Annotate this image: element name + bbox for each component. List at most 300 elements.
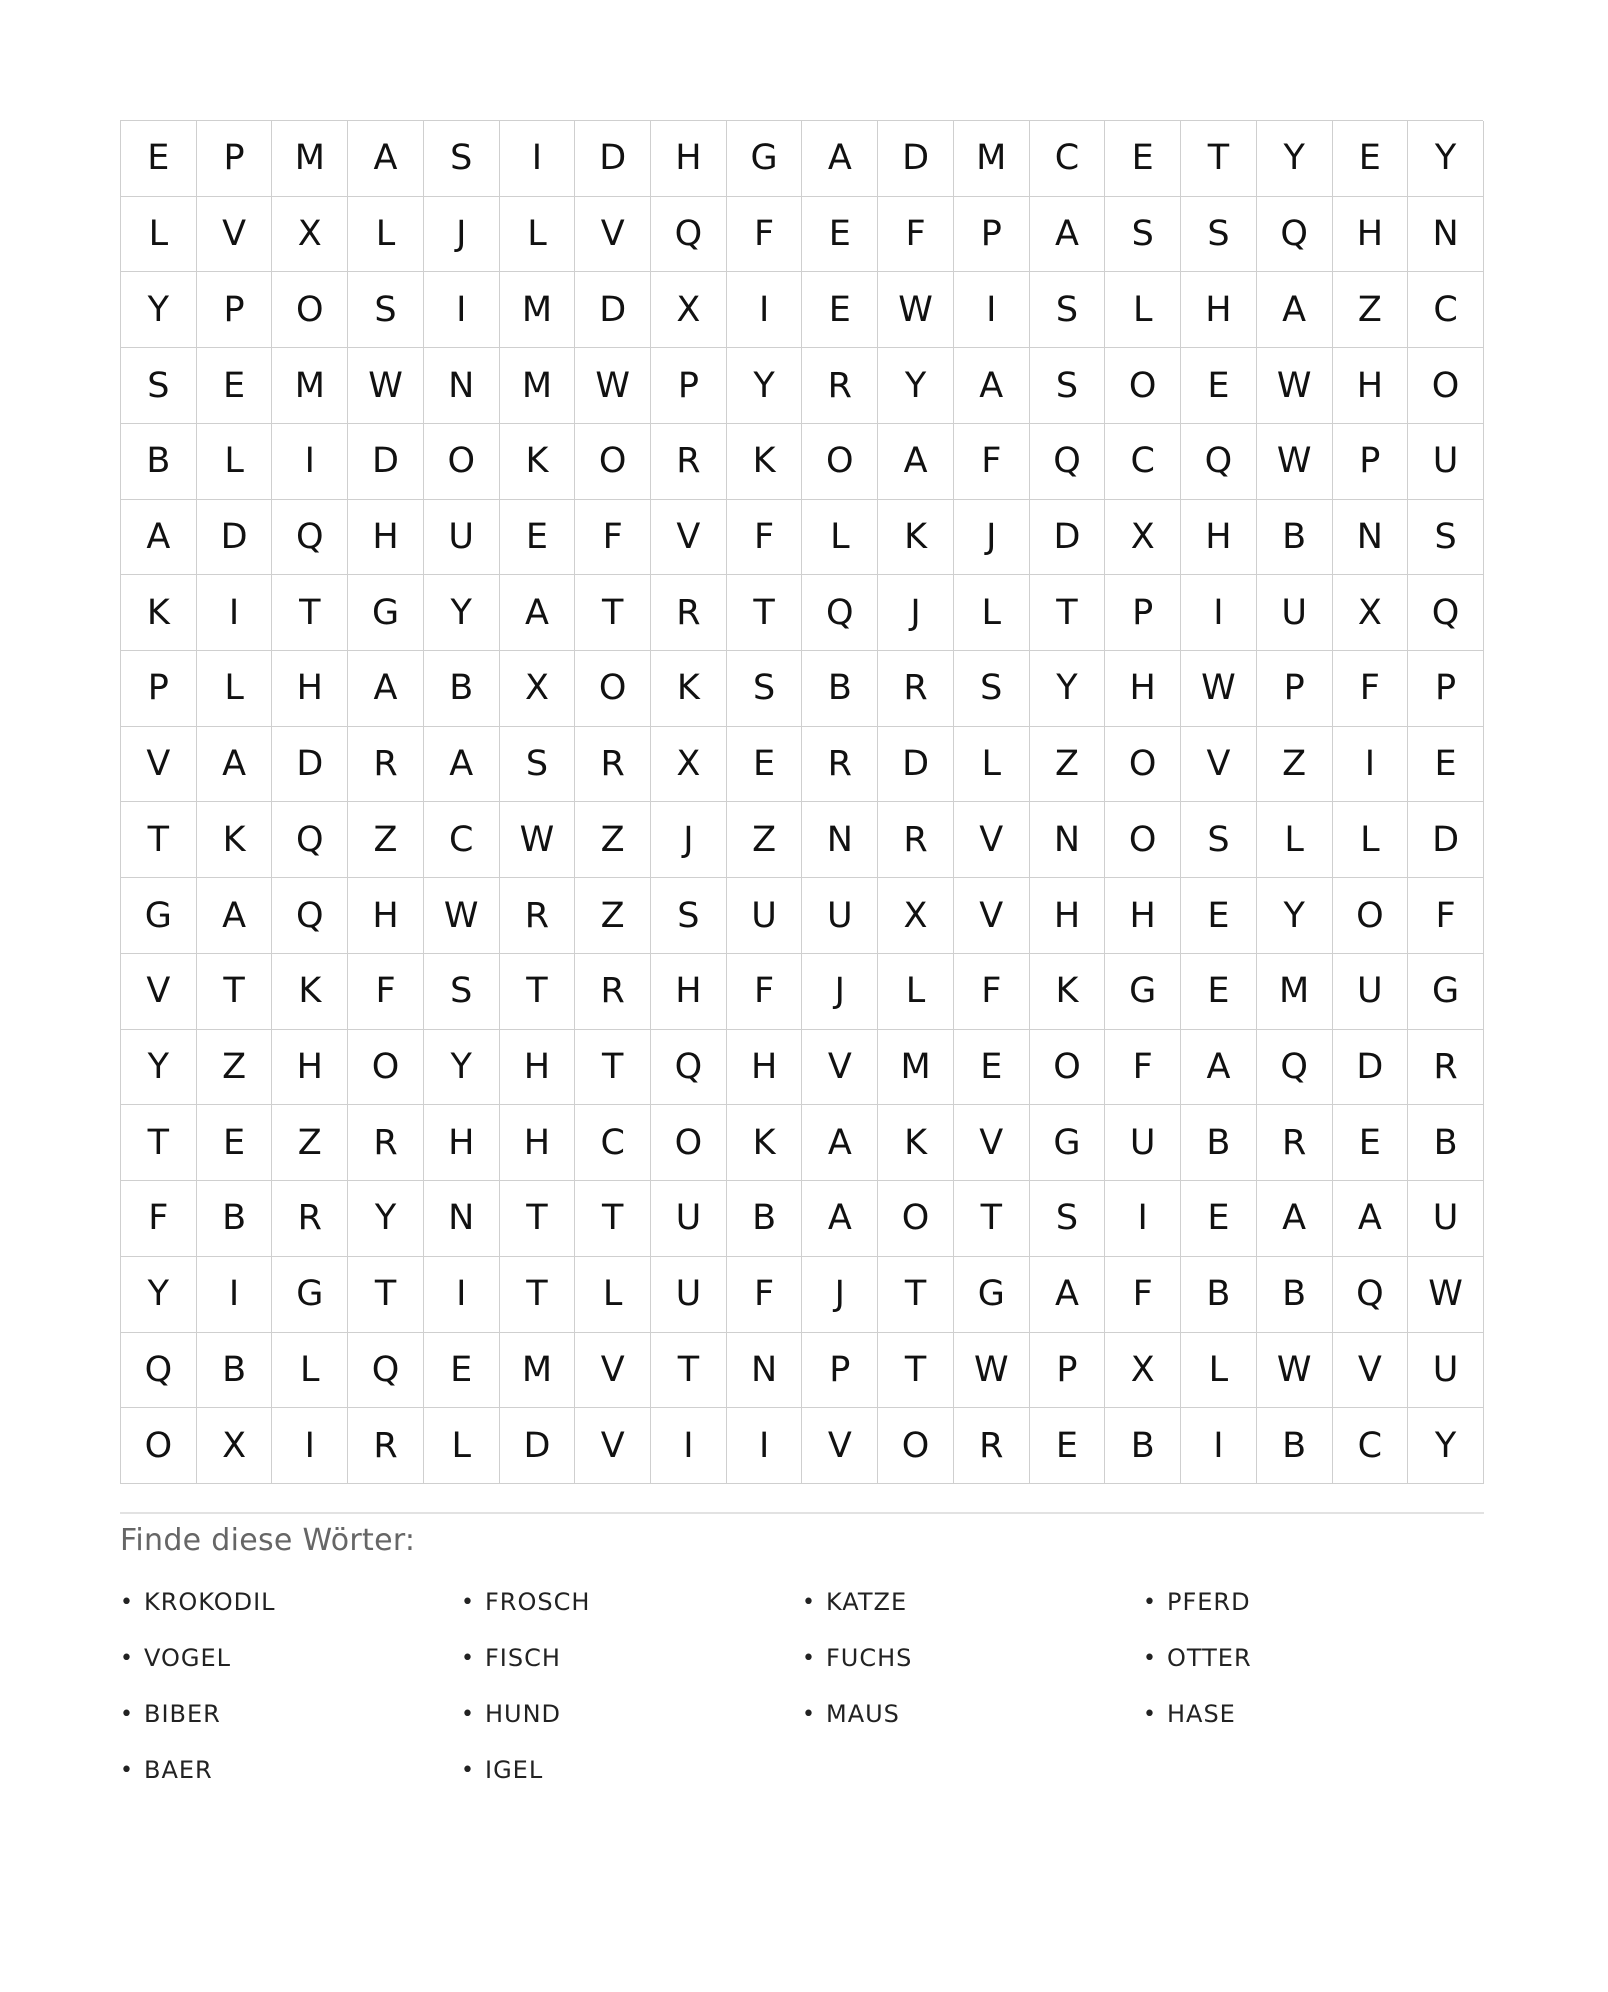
- grid-cell[interactable]: Z: [575, 878, 651, 954]
- grid-cell[interactable]: L: [1105, 272, 1181, 348]
- grid-cell[interactable]: B: [1181, 1257, 1257, 1333]
- grid-cell[interactable]: E: [197, 1105, 273, 1181]
- grid-cell[interactable]: I: [272, 1408, 348, 1484]
- grid-cell[interactable]: O: [575, 424, 651, 500]
- grid-cell[interactable]: A: [1257, 272, 1333, 348]
- grid-cell[interactable]: L: [878, 954, 954, 1030]
- grid-cell[interactable]: Q: [272, 878, 348, 954]
- grid-cell[interactable]: L: [424, 1408, 500, 1484]
- grid-cell[interactable]: L: [197, 651, 273, 727]
- grid-cell[interactable]: S: [1181, 802, 1257, 878]
- grid-cell[interactable]: W: [878, 272, 954, 348]
- grid-cell[interactable]: Y: [424, 575, 500, 651]
- grid-cell[interactable]: A: [121, 500, 197, 576]
- grid-cell[interactable]: P: [197, 121, 273, 197]
- grid-cell[interactable]: R: [1257, 1105, 1333, 1181]
- grid-cell[interactable]: L: [802, 500, 878, 576]
- grid-cell[interactable]: P: [1408, 651, 1484, 727]
- grid-cell[interactable]: R: [802, 348, 878, 424]
- grid-cell[interactable]: N: [1333, 500, 1409, 576]
- grid-cell[interactable]: L: [954, 575, 1030, 651]
- grid-cell[interactable]: V: [954, 802, 1030, 878]
- grid-cell[interactable]: O: [802, 424, 878, 500]
- grid-cell[interactable]: F: [727, 197, 803, 273]
- grid-cell[interactable]: Y: [1030, 651, 1106, 727]
- grid-cell[interactable]: O: [878, 1408, 954, 1484]
- grid-cell[interactable]: A: [348, 651, 424, 727]
- grid-cell[interactable]: Y: [348, 1181, 424, 1257]
- grid-cell[interactable]: H: [651, 121, 727, 197]
- grid-cell[interactable]: N: [424, 348, 500, 424]
- grid-cell[interactable]: E: [1030, 1408, 1106, 1484]
- grid-cell[interactable]: U: [1408, 424, 1484, 500]
- grid-cell[interactable]: L: [197, 424, 273, 500]
- grid-cell[interactable]: Z: [1030, 727, 1106, 803]
- grid-cell[interactable]: M: [878, 1030, 954, 1106]
- grid-cell[interactable]: E: [1181, 348, 1257, 424]
- grid-cell[interactable]: I: [1333, 727, 1409, 803]
- grid-cell[interactable]: U: [424, 500, 500, 576]
- grid-cell[interactable]: L: [272, 1333, 348, 1409]
- grid-cell[interactable]: S: [500, 727, 576, 803]
- grid-cell[interactable]: Z: [348, 802, 424, 878]
- grid-cell[interactable]: Y: [1257, 121, 1333, 197]
- grid-cell[interactable]: Y: [1257, 878, 1333, 954]
- grid-cell[interactable]: P: [1333, 424, 1409, 500]
- grid-cell[interactable]: R: [878, 651, 954, 727]
- grid-cell[interactable]: H: [1105, 651, 1181, 727]
- grid-cell[interactable]: B: [121, 424, 197, 500]
- grid-cell[interactable]: O: [651, 1105, 727, 1181]
- grid-cell[interactable]: M: [1257, 954, 1333, 1030]
- grid-cell[interactable]: Y: [121, 272, 197, 348]
- grid-cell[interactable]: Y: [727, 348, 803, 424]
- grid-cell[interactable]: T: [954, 1181, 1030, 1257]
- grid-cell[interactable]: I: [272, 424, 348, 500]
- grid-cell[interactable]: E: [500, 500, 576, 576]
- grid-cell[interactable]: R: [348, 1105, 424, 1181]
- grid-cell[interactable]: A: [500, 575, 576, 651]
- grid-cell[interactable]: R: [272, 1181, 348, 1257]
- grid-cell[interactable]: X: [1333, 575, 1409, 651]
- grid-cell[interactable]: P: [121, 651, 197, 727]
- grid-cell[interactable]: S: [1030, 348, 1106, 424]
- grid-cell[interactable]: L: [500, 197, 576, 273]
- grid-cell[interactable]: M: [500, 348, 576, 424]
- grid-cell[interactable]: W: [500, 802, 576, 878]
- grid-cell[interactable]: O: [272, 272, 348, 348]
- grid-cell[interactable]: J: [802, 1257, 878, 1333]
- grid-cell[interactable]: F: [727, 500, 803, 576]
- grid-cell[interactable]: R: [802, 727, 878, 803]
- grid-cell[interactable]: T: [348, 1257, 424, 1333]
- grid-cell[interactable]: X: [651, 272, 727, 348]
- grid-cell[interactable]: X: [197, 1408, 273, 1484]
- grid-cell[interactable]: Q: [1181, 424, 1257, 500]
- grid-cell[interactable]: Z: [1257, 727, 1333, 803]
- grid-cell[interactable]: E: [1333, 1105, 1409, 1181]
- grid-cell[interactable]: Z: [272, 1105, 348, 1181]
- grid-cell[interactable]: Q: [802, 575, 878, 651]
- grid-cell[interactable]: B: [424, 651, 500, 727]
- grid-cell[interactable]: K: [1030, 954, 1106, 1030]
- grid-cell[interactable]: V: [121, 727, 197, 803]
- grid-cell[interactable]: X: [1105, 500, 1181, 576]
- grid-cell[interactable]: O: [121, 1408, 197, 1484]
- grid-cell[interactable]: T: [651, 1333, 727, 1409]
- grid-cell[interactable]: P: [1257, 651, 1333, 727]
- grid-cell[interactable]: E: [1105, 121, 1181, 197]
- grid-cell[interactable]: Q: [1257, 197, 1333, 273]
- grid-cell[interactable]: S: [1105, 197, 1181, 273]
- grid-cell[interactable]: U: [727, 878, 803, 954]
- grid-cell[interactable]: T: [1181, 121, 1257, 197]
- grid-cell[interactable]: O: [575, 651, 651, 727]
- grid-cell[interactable]: O: [1030, 1030, 1106, 1106]
- grid-cell[interactable]: F: [121, 1181, 197, 1257]
- grid-cell[interactable]: H: [272, 651, 348, 727]
- grid-cell[interactable]: R: [348, 727, 424, 803]
- grid-cell[interactable]: W: [1257, 348, 1333, 424]
- grid-cell[interactable]: B: [1257, 1257, 1333, 1333]
- grid-cell[interactable]: P: [651, 348, 727, 424]
- grid-cell[interactable]: L: [1257, 802, 1333, 878]
- grid-cell[interactable]: P: [1105, 575, 1181, 651]
- grid-cell[interactable]: C: [1105, 424, 1181, 500]
- grid-cell[interactable]: V: [954, 1105, 1030, 1181]
- grid-cell[interactable]: D: [878, 727, 954, 803]
- grid-cell[interactable]: B: [1408, 1105, 1484, 1181]
- grid-cell[interactable]: A: [1181, 1030, 1257, 1106]
- grid-cell[interactable]: T: [1030, 575, 1106, 651]
- grid-cell[interactable]: T: [500, 1181, 576, 1257]
- grid-cell[interactable]: F: [1105, 1030, 1181, 1106]
- grid-cell[interactable]: H: [727, 1030, 803, 1106]
- grid-cell[interactable]: T: [575, 1181, 651, 1257]
- grid-cell[interactable]: G: [1408, 954, 1484, 1030]
- grid-cell[interactable]: A: [1257, 1181, 1333, 1257]
- grid-cell[interactable]: B: [1105, 1408, 1181, 1484]
- grid-cell[interactable]: V: [802, 1408, 878, 1484]
- grid-cell[interactable]: Z: [727, 802, 803, 878]
- grid-cell[interactable]: R: [878, 802, 954, 878]
- grid-cell[interactable]: H: [1333, 197, 1409, 273]
- grid-cell[interactable]: E: [802, 272, 878, 348]
- grid-cell[interactable]: P: [1030, 1333, 1106, 1409]
- grid-cell[interactable]: T: [878, 1257, 954, 1333]
- grid-cell[interactable]: S: [1181, 197, 1257, 273]
- grid-cell[interactable]: E: [121, 121, 197, 197]
- grid-cell[interactable]: C: [1333, 1408, 1409, 1484]
- grid-cell[interactable]: T: [197, 954, 273, 1030]
- grid-cell[interactable]: D: [1408, 802, 1484, 878]
- grid-cell[interactable]: I: [500, 121, 576, 197]
- grid-cell[interactable]: J: [954, 500, 1030, 576]
- grid-cell[interactable]: Y: [121, 1030, 197, 1106]
- grid-cell[interactable]: R: [651, 424, 727, 500]
- grid-cell[interactable]: T: [500, 1257, 576, 1333]
- grid-cell[interactable]: I: [651, 1408, 727, 1484]
- grid-cell[interactable]: V: [802, 1030, 878, 1106]
- grid-cell[interactable]: N: [802, 802, 878, 878]
- grid-cell[interactable]: F: [1333, 651, 1409, 727]
- grid-cell[interactable]: T: [878, 1333, 954, 1409]
- grid-cell[interactable]: O: [1408, 348, 1484, 424]
- grid-cell[interactable]: H: [348, 878, 424, 954]
- grid-cell[interactable]: I: [197, 1257, 273, 1333]
- grid-cell[interactable]: Q: [348, 1333, 424, 1409]
- grid-cell[interactable]: U: [1408, 1333, 1484, 1409]
- grid-cell[interactable]: T: [575, 575, 651, 651]
- grid-cell[interactable]: N: [727, 1333, 803, 1409]
- grid-cell[interactable]: B: [1257, 1408, 1333, 1484]
- grid-cell[interactable]: V: [1333, 1333, 1409, 1409]
- grid-cell[interactable]: F: [954, 424, 1030, 500]
- grid-cell[interactable]: R: [500, 878, 576, 954]
- grid-cell[interactable]: B: [802, 651, 878, 727]
- grid-cell[interactable]: Q: [121, 1333, 197, 1409]
- grid-cell[interactable]: C: [575, 1105, 651, 1181]
- grid-cell[interactable]: I: [954, 272, 1030, 348]
- grid-cell[interactable]: U: [802, 878, 878, 954]
- grid-cell[interactable]: C: [424, 802, 500, 878]
- grid-cell[interactable]: H: [1333, 348, 1409, 424]
- grid-cell[interactable]: B: [197, 1181, 273, 1257]
- grid-cell[interactable]: S: [424, 954, 500, 1030]
- grid-cell[interactable]: H: [1030, 878, 1106, 954]
- grid-cell[interactable]: M: [954, 121, 1030, 197]
- grid-cell[interactable]: G: [1105, 954, 1181, 1030]
- grid-cell[interactable]: N: [1408, 197, 1484, 273]
- grid-cell[interactable]: M: [272, 121, 348, 197]
- grid-cell[interactable]: I: [727, 272, 803, 348]
- grid-cell[interactable]: O: [1105, 727, 1181, 803]
- grid-cell[interactable]: J: [651, 802, 727, 878]
- grid-cell[interactable]: T: [272, 575, 348, 651]
- grid-cell[interactable]: V: [651, 500, 727, 576]
- grid-cell[interactable]: U: [1257, 575, 1333, 651]
- grid-cell[interactable]: T: [727, 575, 803, 651]
- grid-cell[interactable]: O: [1105, 348, 1181, 424]
- grid-cell[interactable]: A: [802, 1181, 878, 1257]
- grid-cell[interactable]: P: [197, 272, 273, 348]
- grid-cell[interactable]: I: [424, 1257, 500, 1333]
- grid-cell[interactable]: U: [1408, 1181, 1484, 1257]
- grid-cell[interactable]: S: [954, 651, 1030, 727]
- grid-cell[interactable]: B: [197, 1333, 273, 1409]
- grid-cell[interactable]: O: [1333, 878, 1409, 954]
- grid-cell[interactable]: F: [1105, 1257, 1181, 1333]
- grid-cell[interactable]: M: [500, 272, 576, 348]
- grid-cell[interactable]: D: [575, 272, 651, 348]
- grid-cell[interactable]: Q: [1030, 424, 1106, 500]
- grid-cell[interactable]: J: [802, 954, 878, 1030]
- grid-cell[interactable]: S: [1408, 500, 1484, 576]
- grid-cell[interactable]: L: [575, 1257, 651, 1333]
- grid-cell[interactable]: K: [878, 1105, 954, 1181]
- grid-cell[interactable]: O: [424, 424, 500, 500]
- grid-cell[interactable]: U: [651, 1181, 727, 1257]
- grid-cell[interactable]: Q: [272, 802, 348, 878]
- grid-cell[interactable]: T: [121, 802, 197, 878]
- grid-cell[interactable]: R: [651, 575, 727, 651]
- grid-cell[interactable]: K: [651, 651, 727, 727]
- grid-cell[interactable]: I: [727, 1408, 803, 1484]
- grid-cell[interactable]: S: [1030, 272, 1106, 348]
- grid-cell[interactable]: P: [954, 197, 1030, 273]
- grid-cell[interactable]: J: [424, 197, 500, 273]
- grid-cell[interactable]: V: [954, 878, 1030, 954]
- grid-cell[interactable]: R: [348, 1408, 424, 1484]
- grid-cell[interactable]: W: [1257, 1333, 1333, 1409]
- grid-cell[interactable]: J: [878, 575, 954, 651]
- grid-cell[interactable]: O: [348, 1030, 424, 1106]
- grid-cell[interactable]: K: [500, 424, 576, 500]
- grid-cell[interactable]: A: [878, 424, 954, 500]
- grid-cell[interactable]: W: [575, 348, 651, 424]
- grid-cell[interactable]: Z: [197, 1030, 273, 1106]
- grid-cell[interactable]: G: [954, 1257, 1030, 1333]
- grid-cell[interactable]: K: [197, 802, 273, 878]
- grid-cell[interactable]: U: [1333, 954, 1409, 1030]
- grid-cell[interactable]: Y: [1408, 121, 1484, 197]
- grid-cell[interactable]: H: [1105, 878, 1181, 954]
- grid-cell[interactable]: S: [348, 272, 424, 348]
- grid-cell[interactable]: W: [1257, 424, 1333, 500]
- grid-cell[interactable]: L: [348, 197, 424, 273]
- grid-cell[interactable]: T: [121, 1105, 197, 1181]
- grid-cell[interactable]: Q: [1333, 1257, 1409, 1333]
- grid-cell[interactable]: V: [575, 1408, 651, 1484]
- grid-cell[interactable]: F: [727, 954, 803, 1030]
- grid-cell[interactable]: E: [1181, 878, 1257, 954]
- grid-cell[interactable]: Z: [575, 802, 651, 878]
- grid-cell[interactable]: V: [575, 197, 651, 273]
- grid-cell[interactable]: A: [802, 121, 878, 197]
- grid-cell[interactable]: V: [121, 954, 197, 1030]
- grid-cell[interactable]: T: [500, 954, 576, 1030]
- grid-cell[interactable]: H: [1181, 272, 1257, 348]
- grid-cell[interactable]: B: [1181, 1105, 1257, 1181]
- grid-cell[interactable]: E: [1408, 727, 1484, 803]
- grid-cell[interactable]: A: [424, 727, 500, 803]
- grid-cell[interactable]: X: [1105, 1333, 1181, 1409]
- grid-cell[interactable]: B: [1257, 500, 1333, 576]
- grid-cell[interactable]: K: [121, 575, 197, 651]
- grid-cell[interactable]: F: [575, 500, 651, 576]
- grid-cell[interactable]: E: [802, 197, 878, 273]
- grid-cell[interactable]: H: [500, 1105, 576, 1181]
- grid-cell[interactable]: X: [878, 878, 954, 954]
- grid-cell[interactable]: V: [575, 1333, 651, 1409]
- grid-cell[interactable]: W: [1181, 651, 1257, 727]
- grid-cell[interactable]: A: [954, 348, 1030, 424]
- grid-cell[interactable]: Z: [1333, 272, 1409, 348]
- grid-cell[interactable]: R: [1408, 1030, 1484, 1106]
- grid-cell[interactable]: M: [272, 348, 348, 424]
- grid-cell[interactable]: G: [348, 575, 424, 651]
- grid-cell[interactable]: Q: [651, 197, 727, 273]
- grid-cell[interactable]: G: [1030, 1105, 1106, 1181]
- grid-cell[interactable]: Q: [1257, 1030, 1333, 1106]
- grid-cell[interactable]: L: [954, 727, 1030, 803]
- grid-cell[interactable]: D: [348, 424, 424, 500]
- grid-cell[interactable]: R: [954, 1408, 1030, 1484]
- grid-cell[interactable]: V: [1181, 727, 1257, 803]
- grid-cell[interactable]: D: [575, 121, 651, 197]
- grid-cell[interactable]: S: [1030, 1181, 1106, 1257]
- grid-cell[interactable]: G: [121, 878, 197, 954]
- grid-cell[interactable]: K: [727, 1105, 803, 1181]
- grid-cell[interactable]: H: [651, 954, 727, 1030]
- grid-cell[interactable]: L: [121, 197, 197, 273]
- grid-cell[interactable]: U: [651, 1257, 727, 1333]
- grid-cell[interactable]: G: [272, 1257, 348, 1333]
- grid-cell[interactable]: S: [121, 348, 197, 424]
- grid-cell[interactable]: A: [802, 1105, 878, 1181]
- grid-cell[interactable]: X: [651, 727, 727, 803]
- grid-cell[interactable]: W: [954, 1333, 1030, 1409]
- grid-cell[interactable]: F: [954, 954, 1030, 1030]
- grid-cell[interactable]: F: [878, 197, 954, 273]
- grid-cell[interactable]: I: [1181, 575, 1257, 651]
- grid-cell[interactable]: I: [1105, 1181, 1181, 1257]
- grid-cell[interactable]: L: [1333, 802, 1409, 878]
- grid-cell[interactable]: H: [272, 1030, 348, 1106]
- grid-cell[interactable]: Y: [121, 1257, 197, 1333]
- grid-cell[interactable]: E: [954, 1030, 1030, 1106]
- grid-cell[interactable]: W: [424, 878, 500, 954]
- grid-cell[interactable]: Y: [424, 1030, 500, 1106]
- grid-cell[interactable]: Q: [1408, 575, 1484, 651]
- grid-cell[interactable]: S: [651, 878, 727, 954]
- grid-cell[interactable]: R: [575, 727, 651, 803]
- grid-cell[interactable]: H: [500, 1030, 576, 1106]
- grid-cell[interactable]: T: [575, 1030, 651, 1106]
- grid-cell[interactable]: F: [348, 954, 424, 1030]
- grid-cell[interactable]: M: [500, 1333, 576, 1409]
- grid-cell[interactable]: A: [348, 121, 424, 197]
- grid-cell[interactable]: B: [727, 1181, 803, 1257]
- grid-cell[interactable]: A: [197, 878, 273, 954]
- grid-cell[interactable]: D: [1333, 1030, 1409, 1106]
- grid-cell[interactable]: I: [197, 575, 273, 651]
- grid-cell[interactable]: A: [1030, 197, 1106, 273]
- grid-cell[interactable]: N: [1030, 802, 1106, 878]
- grid-cell[interactable]: U: [1105, 1105, 1181, 1181]
- grid-cell[interactable]: C: [1030, 121, 1106, 197]
- grid-cell[interactable]: S: [424, 121, 500, 197]
- grid-cell[interactable]: X: [272, 197, 348, 273]
- grid-cell[interactable]: E: [197, 348, 273, 424]
- grid-cell[interactable]: L: [1181, 1333, 1257, 1409]
- grid-cell[interactable]: F: [727, 1257, 803, 1333]
- grid-cell[interactable]: H: [1181, 500, 1257, 576]
- grid-cell[interactable]: D: [500, 1408, 576, 1484]
- grid-cell[interactable]: D: [878, 121, 954, 197]
- grid-cell[interactable]: F: [1408, 878, 1484, 954]
- grid-cell[interactable]: X: [500, 651, 576, 727]
- grid-cell[interactable]: E: [727, 727, 803, 803]
- grid-cell[interactable]: A: [197, 727, 273, 803]
- grid-cell[interactable]: O: [878, 1181, 954, 1257]
- grid-cell[interactable]: D: [1030, 500, 1106, 576]
- grid-cell[interactable]: Y: [1408, 1408, 1484, 1484]
- grid-cell[interactable]: W: [1408, 1257, 1484, 1333]
- grid-cell[interactable]: Q: [651, 1030, 727, 1106]
- grid-cell[interactable]: E: [1333, 121, 1409, 197]
- grid-cell[interactable]: O: [1105, 802, 1181, 878]
